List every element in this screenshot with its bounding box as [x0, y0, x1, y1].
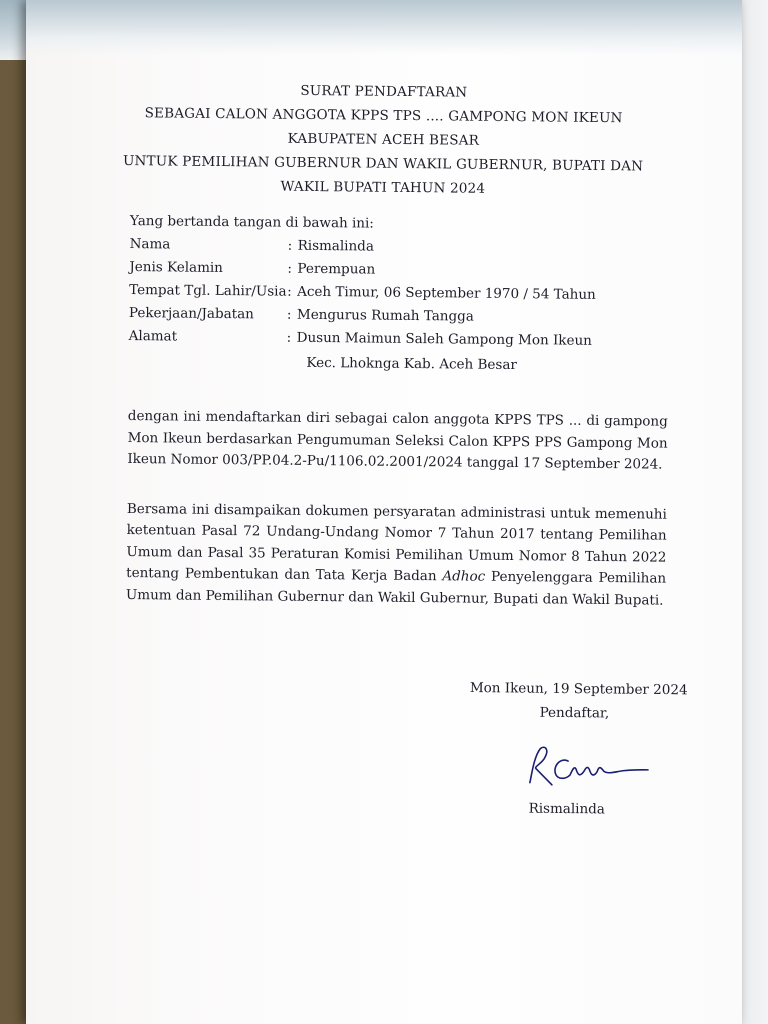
document-body	[126, 210, 670, 612]
handwritten-signature	[469, 738, 710, 797]
paragraph-documents-text-1: Bersama ini disampaikan dokumen persyaratan administrasi untuk memenuhi ketentuan Pasal 72 Undang-Undang Nomor 7 Tahun 2017 tentang Pemilihan Umum dan Pasal 35 Peraturan Komisi Pemilihan Umum Nomor 8 Tahun 2022 tentang Pembentukan dan Tata Kerja Badan	[126, 500, 667, 585]
heading-line-2: SEBAGAI CALON ANGGOTA KPPS TPS .... GAMPONG MON IKEUN	[144, 105, 623, 127]
document-heading	[25, 76, 742, 203]
signature-block	[468, 676, 709, 823]
field-gender-label: Jenis Kelamin	[129, 258, 224, 276]
field-address-value-line-2: Kec. Lhoknga Kab. Aceh Besar	[306, 354, 517, 374]
heading-line-5: WAKIL BUPATI TAHUN 2024	[280, 178, 486, 197]
heading-line-4: UNTUK PEMILIHAN GUBERNUR DAN WAKIL GUBERNUR, BUPATI DAN	[122, 153, 644, 175]
heading-line-3: KABUPATEN ACEH BESAR	[287, 130, 480, 149]
place-date: Mon Ikeun, 19 September 2024	[469, 679, 688, 699]
field-gender-value: Perempuan	[297, 260, 376, 278]
paragraph-documents-italic: Adhoc	[442, 568, 486, 585]
paragraph-documents	[126, 498, 667, 611]
paragraph-documents-text-2: Penyelenggara Pemilihan Umum dan Pemilihan Gubernur dan Wakil Gubernur, Bupati dan Wakil Bupati.	[125, 568, 667, 609]
field-job-value: Mengurus Rumah Tangga	[296, 306, 474, 325]
intro-text: Yang bertanda tangan di bawah ini:	[129, 212, 374, 232]
field-colon: :	[286, 329, 292, 346]
page-shadow	[26, 0, 742, 55]
paragraph-registration: dengan ini mendaftarkan diri sebagai calon anggota KPPS TPS ... di gampong Mon Ikeun berdasarkan Pengumuman Seleksi Calon KPPS PPS Gampong Mon Ikeun Nomor 003/PP.04.2-Pu/1106.02.2001/2024 tanggal 17 September 2024.	[127, 407, 668, 473]
field-address-value-line-1: Dusun Maimun Saleh Gampong Mon Ikeun	[296, 329, 592, 349]
field-address-label: Alamat	[128, 327, 178, 345]
signer-name: Rismalinda	[528, 800, 605, 818]
field-name-value: Rismalinda	[297, 237, 374, 255]
field-colon: :	[287, 283, 292, 300]
field-name-label: Nama	[129, 235, 171, 253]
field-birth-label: Tempat Tgl. Lahir/Usia	[129, 281, 287, 300]
field-colon: :	[287, 260, 293, 277]
heading-line-1: SURAT PENDAFTARAN	[300, 82, 468, 101]
field-birth-value: Aceh Timur, 06 September 1970 / 54 Tahun	[297, 283, 596, 303]
field-colon: :	[287, 237, 293, 254]
field-colon: :	[286, 306, 292, 323]
signer-role: Pendaftar,	[539, 704, 610, 722]
document-page	[26, 0, 742, 1024]
signature-graphic	[524, 739, 665, 796]
field-job-label: Pekerjaan/Jabatan	[128, 304, 254, 323]
